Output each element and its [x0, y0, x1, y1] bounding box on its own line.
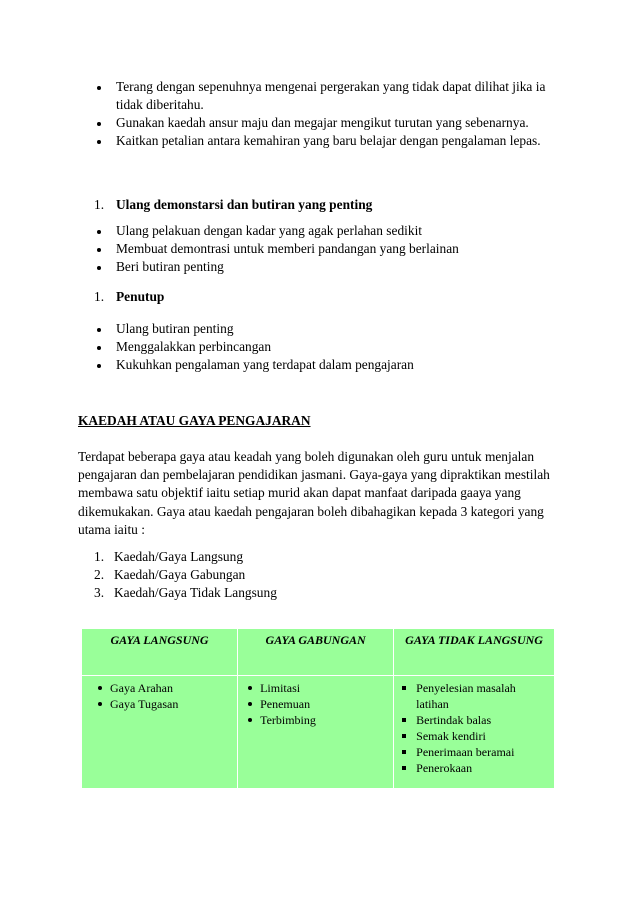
list-item: Penerimaan beramai — [398, 744, 550, 760]
list-item: Bertindak balas — [398, 712, 550, 728]
list-item: Beri butiran penting — [94, 258, 554, 276]
list-item: Gaya Tugasan — [92, 696, 233, 712]
section-heading-ulang — [94, 196, 372, 214]
table-cell — [394, 676, 555, 789]
category-list — [94, 548, 277, 602]
table-header: GAYA TIDAK LANGSUNG — [394, 629, 555, 676]
list-item: Penemuan — [242, 696, 389, 712]
section-heading-penutup — [94, 288, 164, 306]
list-item: Gaya Arahan — [92, 680, 233, 696]
list-item: Gunakan kaedah ansur maju dan megajar mengikut turutan yang sebenarnya. — [94, 114, 554, 132]
list-item: Membuat demontrasi untuk memberi pandangan yang berlainan — [94, 240, 554, 258]
list-item — [94, 566, 277, 584]
list-text: Kaedah/Gaya Gabungan — [114, 567, 246, 582]
page-heading: KAEDAH ATAU GAYA PENGAJARAN — [78, 413, 311, 428]
body-paragraph: Terdapat beberapa gaya atau keadah yang boleh digunakan oleh guru untuk menjalan pengajaran dan pembelajaran pendidikan jasmani. Gaya-gaya yang dipraktikan mestilah membawa satu objektif iaitu setiap murid akan dapat manfaat daripada gaaya yang dikemukakan. Gaya atau kaedah pengajaran boleh dibahagikan kepada 3 kategori yang utama iaitu : — [78, 449, 550, 537]
list-number: 2. — [94, 567, 105, 582]
list-text: Kaedah/Gaya Langsung — [114, 549, 244, 564]
table-cell — [82, 676, 238, 789]
section-title: Ulang demonstarsi dan butiran yang penting — [116, 197, 373, 212]
table-header: GAYA GABUNGAN — [238, 629, 394, 676]
list-number: 1. — [94, 549, 105, 564]
list-text: Kaedah/Gaya Tidak Langsung — [114, 585, 277, 600]
list-item: Kaitkan petalian antara kemahiran yang baru belajar dengan pengalaman lepas. — [94, 132, 554, 150]
list-item: Menggalakkan perbincangan — [94, 338, 554, 356]
list-item: Ulang pelakuan dengan kadar yang agak perlahan sedikit — [94, 222, 554, 240]
table-cell — [238, 676, 394, 789]
list-item: Semak kendiri — [398, 728, 550, 744]
list-item — [94, 548, 277, 566]
list-item: Terbimbing — [242, 712, 389, 728]
section-number: 1. — [94, 197, 105, 212]
list-number: 3. — [94, 585, 105, 600]
section2-bullet-list — [94, 222, 554, 276]
section3-bullet-list — [94, 320, 554, 374]
list-item: Penyelesian masalah latihan — [398, 680, 550, 712]
table-header: GAYA LANGSUNG — [82, 629, 238, 676]
list-item — [94, 584, 277, 602]
list-item: Limitasi — [242, 680, 389, 696]
list-item: Penerokaan — [398, 760, 550, 776]
list-item: Terang dengan sepenuhnya mengenai pergerakan yang tidak dapat dilihat jika ia tidak diberitahu. — [94, 78, 554, 114]
list-item: Ulang butiran penting — [94, 320, 554, 338]
list-item: Kukuhkan pengalaman yang terdapat dalam pengajaran — [94, 356, 554, 374]
top-bullet-list — [94, 78, 554, 150]
section-title: Penutup — [116, 289, 165, 304]
teaching-style-table — [81, 628, 555, 789]
section-number: 1. — [94, 289, 105, 304]
